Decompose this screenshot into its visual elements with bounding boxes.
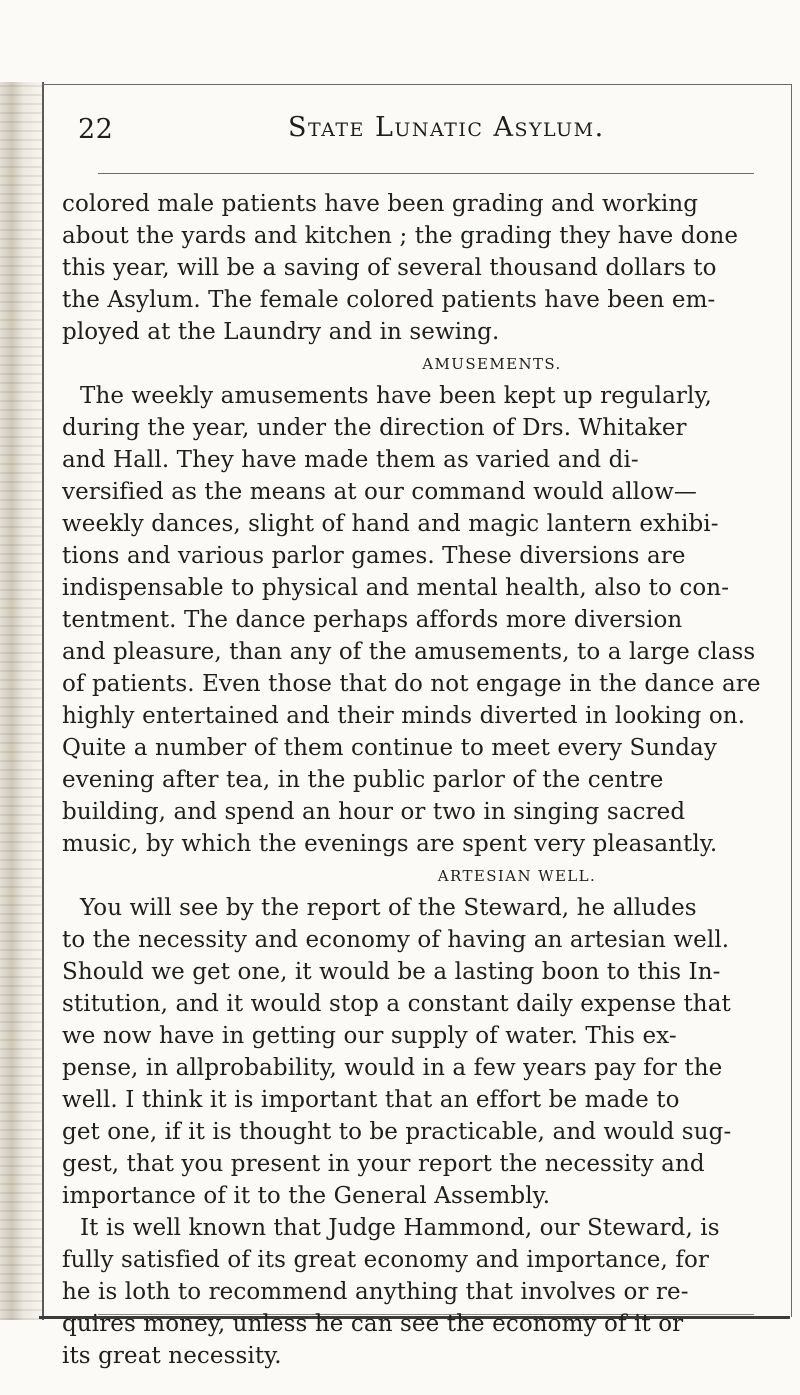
text-line: quires money, unless he can see the economy of it or <box>62 1311 684 1337</box>
text-line: It is well known that Judge Hammond, our Steward, is <box>80 1215 720 1241</box>
text-line: we now have in getting our supply of water. This ex- <box>62 1023 677 1049</box>
text-line: to the necessity and economy of having an artesian well. <box>62 927 730 953</box>
text-line: he is loth to recommend anything that involves or re- <box>62 1279 689 1305</box>
text-line: You will see by the report of the Steward, he alludes <box>80 895 697 921</box>
top-border-line <box>42 84 792 85</box>
text-line: this year, will be a saving of several thousand dollars to <box>62 255 717 281</box>
text-line: and Hall. They have made them as varied and di- <box>62 447 639 473</box>
text-line: ployed at the Laundry and in sewing. <box>62 319 500 345</box>
text-line: get one, if it is thought to be practicable, and would sug- <box>62 1119 732 1145</box>
text-line: versified as the means at our command would allow— <box>62 479 697 505</box>
page-header <box>78 102 758 152</box>
text-line: colored male patients have been grading and working <box>62 191 699 217</box>
text-line: Quite a number of them continue to meet every Sunday <box>62 735 717 761</box>
text-line: The weekly amusements have been kept up regularly, <box>80 383 712 409</box>
running-title: State Lunatic Asylum. <box>288 112 605 143</box>
section-heading-amusements: AMUSEMENTS. <box>422 355 562 373</box>
text-line: of patients. Even those that do not engage in the dance are <box>62 671 761 697</box>
text-line: during the year, under the direction of Drs. Whitaker <box>62 415 687 441</box>
text-line: indispensable to physical and mental health, also to con- <box>62 575 730 601</box>
text-line: importance of it to the General Assembly. <box>62 1183 551 1209</box>
header-rule <box>98 173 754 174</box>
right-border-line <box>791 84 792 1317</box>
text-line: evening after tea, in the public parlor of the centre <box>62 767 664 793</box>
page-binding-edge <box>0 82 44 1320</box>
document-body <box>62 188 761 1372</box>
section-heading-artesian-well: ARTESIAN WELL. <box>437 867 597 885</box>
text-line: its great necessity. <box>62 1343 282 1369</box>
text-line: pense, in allprobability, would in a few years pay for the <box>62 1055 723 1081</box>
text-line: tentment. The dance perhaps affords more diversion <box>62 607 683 633</box>
text-line: stitution, and it would stop a constant daily expense that <box>62 991 731 1017</box>
text-line: tions and various parlor games. These diversions are <box>62 543 686 569</box>
text-line: the Asylum. The female colored patients have been em- <box>62 287 716 313</box>
text-line: highly entertained and their minds diverted in looking on. <box>62 703 746 729</box>
text-line: weekly dances, slight of hand and magic lantern exhibi- <box>62 511 719 537</box>
page-number: 22 <box>78 114 114 145</box>
text-line: gest, that you present in your report the necessity and <box>62 1151 705 1177</box>
text-line: building, and spend an hour or two in singing sacred <box>62 799 686 825</box>
text-line: about the yards and kitchen ; the grading they have done <box>62 223 739 249</box>
text-line: and pleasure, than any of the amusements, to a large class <box>62 639 756 665</box>
text-line: fully satisfied of its great economy and importance, for <box>62 1247 709 1273</box>
text-line: Should we get one, it would be a lasting boon to this In- <box>62 959 721 985</box>
text-line: well. I think it is important that an effort be made to <box>62 1087 680 1113</box>
text-line: music, by which the evenings are spent very pleasantly. <box>62 831 718 857</box>
